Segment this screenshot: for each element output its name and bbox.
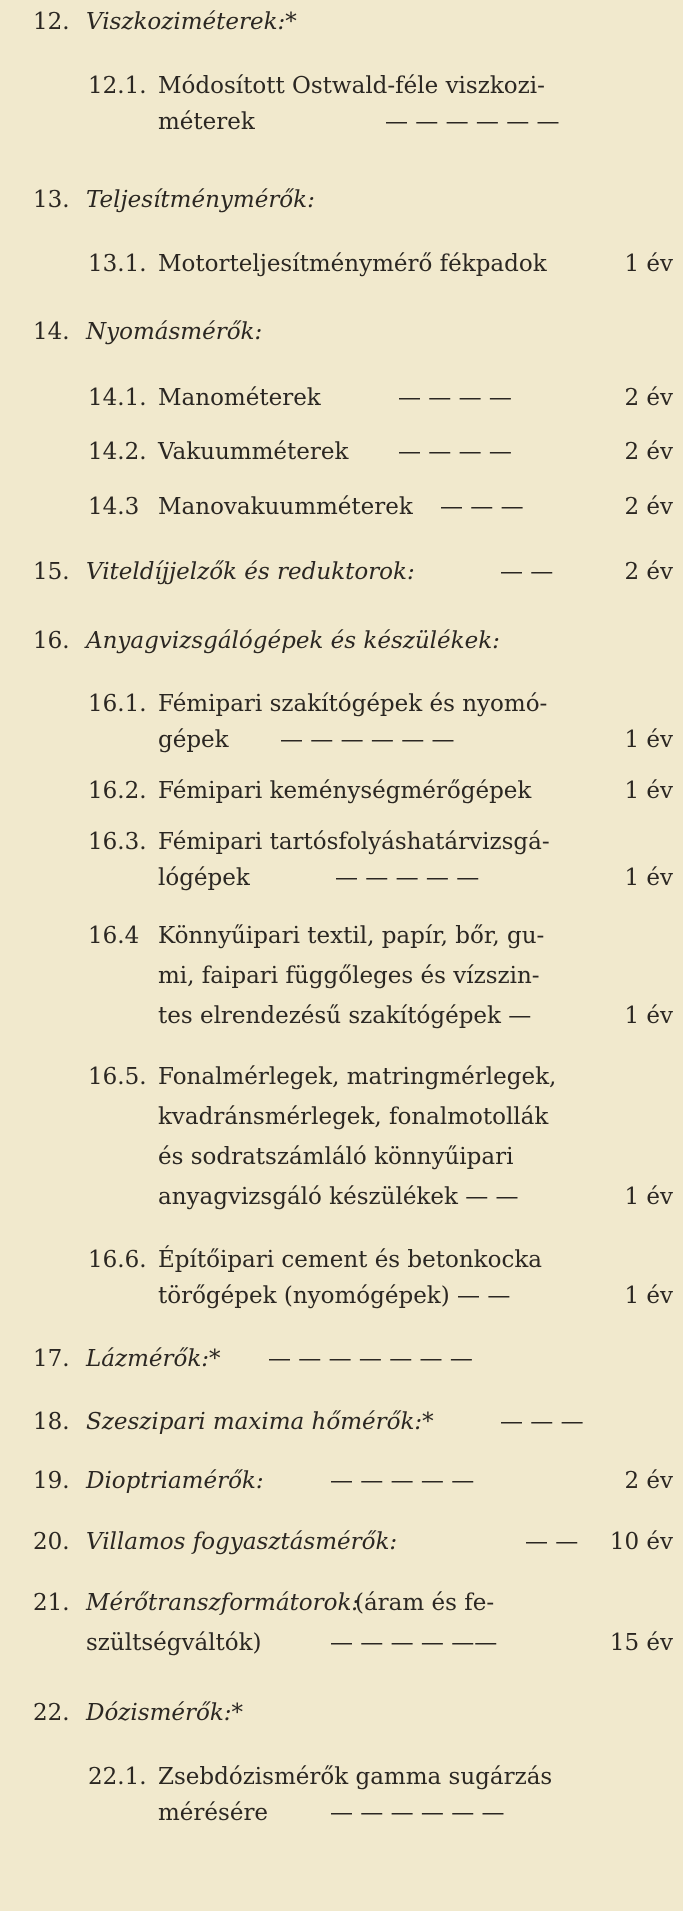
entry-number: 22.1.	[88, 1764, 147, 1790]
entry-text: Fémipari tartósfolyáshatárvizsgá-	[158, 829, 550, 855]
entry-number: 14.2.	[88, 439, 147, 465]
verification-period: 2 év	[624, 1468, 673, 1494]
entry-number: 16.4	[88, 923, 140, 949]
entry-text: Szeszipari maxima hőmérők:*	[86, 1409, 434, 1435]
verification-period: 1 év	[624, 727, 673, 753]
entry-text: és sodratszámláló könnyűipari	[158, 1144, 514, 1170]
entry-text: Villamos fogyasztásmérők:	[86, 1529, 398, 1555]
entry-text: szültségváltók)	[86, 1630, 262, 1656]
entry-number: 18.	[33, 1409, 70, 1435]
entry-text: Manovakuumméterek	[158, 494, 413, 520]
verification-period: 2 év	[624, 559, 673, 585]
entry-number: 15.	[33, 559, 70, 585]
entry-text: mi, faipari függőleges és vízszin-	[158, 963, 540, 989]
leader-dashes: — — — —	[398, 385, 512, 411]
entry-text: kvadránsmérlegek, fonalmotollák	[158, 1104, 549, 1130]
verification-period: 2 év	[624, 494, 673, 520]
entry-text: Mérőtranszformátorok:	[86, 1590, 360, 1616]
entry-text: Manométerek	[158, 385, 321, 411]
entry-text: Módosított Ostwald-féle viszkozi-	[158, 73, 545, 99]
entry-text: gépek	[158, 727, 229, 753]
entry-text-tail: (áram és fe-	[355, 1590, 495, 1616]
entry-number: 14.3	[88, 494, 140, 520]
leader-dashes: — —	[500, 559, 554, 585]
entry-text: Motorteljesítménymérő fékpadok	[158, 251, 547, 277]
entry-text: Fémipari szakítógépek és nyomó-	[158, 691, 548, 717]
entry-text: Vakuumméterek	[158, 439, 349, 465]
entry-text: Dioptriamérők:	[86, 1468, 264, 1494]
verification-period: 15 év	[609, 1630, 673, 1656]
entry-number: 14.	[33, 319, 70, 345]
leader-dashes: — — — — —	[335, 865, 480, 891]
entry-text: Fonalmérlegek, matringmérlegek,	[158, 1064, 557, 1090]
leader-dashes: — —	[525, 1529, 579, 1555]
entry-number: 13.	[33, 187, 70, 213]
entry-text: Anyagvizsgálógépek és készülékek:	[86, 628, 500, 654]
leader-dashes: — — — — ——	[330, 1630, 498, 1656]
entry-text: Viszkoziméterek:*	[86, 9, 297, 35]
entry-text: méterek	[158, 109, 255, 135]
entry-number: 16.6.	[88, 1247, 147, 1273]
leader-dashes: — — — — — —	[280, 727, 455, 753]
leader-dashes: — — —	[500, 1409, 584, 1435]
entry-text: Teljesítménymérők:	[86, 187, 315, 213]
leader-dashes: — — — — — — —	[268, 1346, 473, 1372]
entry-number: 19.	[33, 1468, 70, 1494]
leader-dashes: — — — — — —	[385, 109, 560, 135]
leader-dashes: — — — —	[398, 439, 512, 465]
entry-number: 16.	[33, 628, 70, 654]
verification-period: 10 év	[609, 1529, 673, 1555]
entry-number: 16.1.	[88, 691, 147, 717]
entry-number: 13.1.	[88, 251, 147, 277]
entry-text: Zsebdózismérők gamma sugárzás	[158, 1764, 553, 1790]
entry-number: 16.3.	[88, 829, 147, 855]
verification-period: 1 év	[624, 778, 673, 804]
entry-text: Könnyűipari textil, papír, bőr, gu-	[158, 923, 545, 949]
entry-number: 22.	[33, 1700, 70, 1726]
verification-period: 1 év	[624, 1283, 673, 1309]
entry-number: 21.	[33, 1590, 70, 1616]
entry-number: 12.	[33, 9, 70, 35]
entry-text: törőgépek (nyomógépek) — —	[158, 1283, 511, 1309]
entry-number: 12.1.	[88, 73, 147, 99]
entry-text: anyagvizsgáló készülékek — —	[158, 1184, 519, 1210]
verification-period: 1 év	[624, 1003, 673, 1029]
verification-period: 1 év	[624, 1184, 673, 1210]
entry-text: tes elrendezésű szakítógépek —	[158, 1003, 532, 1029]
leader-dashes: — — —	[440, 494, 524, 520]
entry-text: Viteldíjjelzők és reduktorok:	[86, 559, 415, 585]
verification-period: 2 év	[624, 385, 673, 411]
verification-period: 1 év	[624, 251, 673, 277]
leader-dashes: — — — — —	[330, 1468, 475, 1494]
entry-text: Dózismérők:*	[86, 1700, 244, 1726]
entry-text: Fémipari keménységmérőgépek	[158, 778, 532, 804]
entry-text: Lázmérők:*	[86, 1346, 221, 1372]
entry-text: lógépek	[158, 865, 250, 891]
verification-period: 2 év	[624, 439, 673, 465]
verification-period: 1 év	[624, 865, 673, 891]
entry-number: 20.	[33, 1529, 70, 1555]
entry-text: mérésére	[158, 1800, 269, 1826]
leader-dashes: — — — — — —	[330, 1800, 505, 1826]
entry-number: 17.	[33, 1346, 70, 1372]
entry-number: 16.5.	[88, 1064, 147, 1090]
entry-text: Építőipari cement és betonkocka	[158, 1247, 542, 1273]
entry-text: Nyomásmérők:	[86, 319, 263, 345]
entry-number: 14.1.	[88, 385, 147, 411]
entry-number: 16.2.	[88, 778, 147, 804]
